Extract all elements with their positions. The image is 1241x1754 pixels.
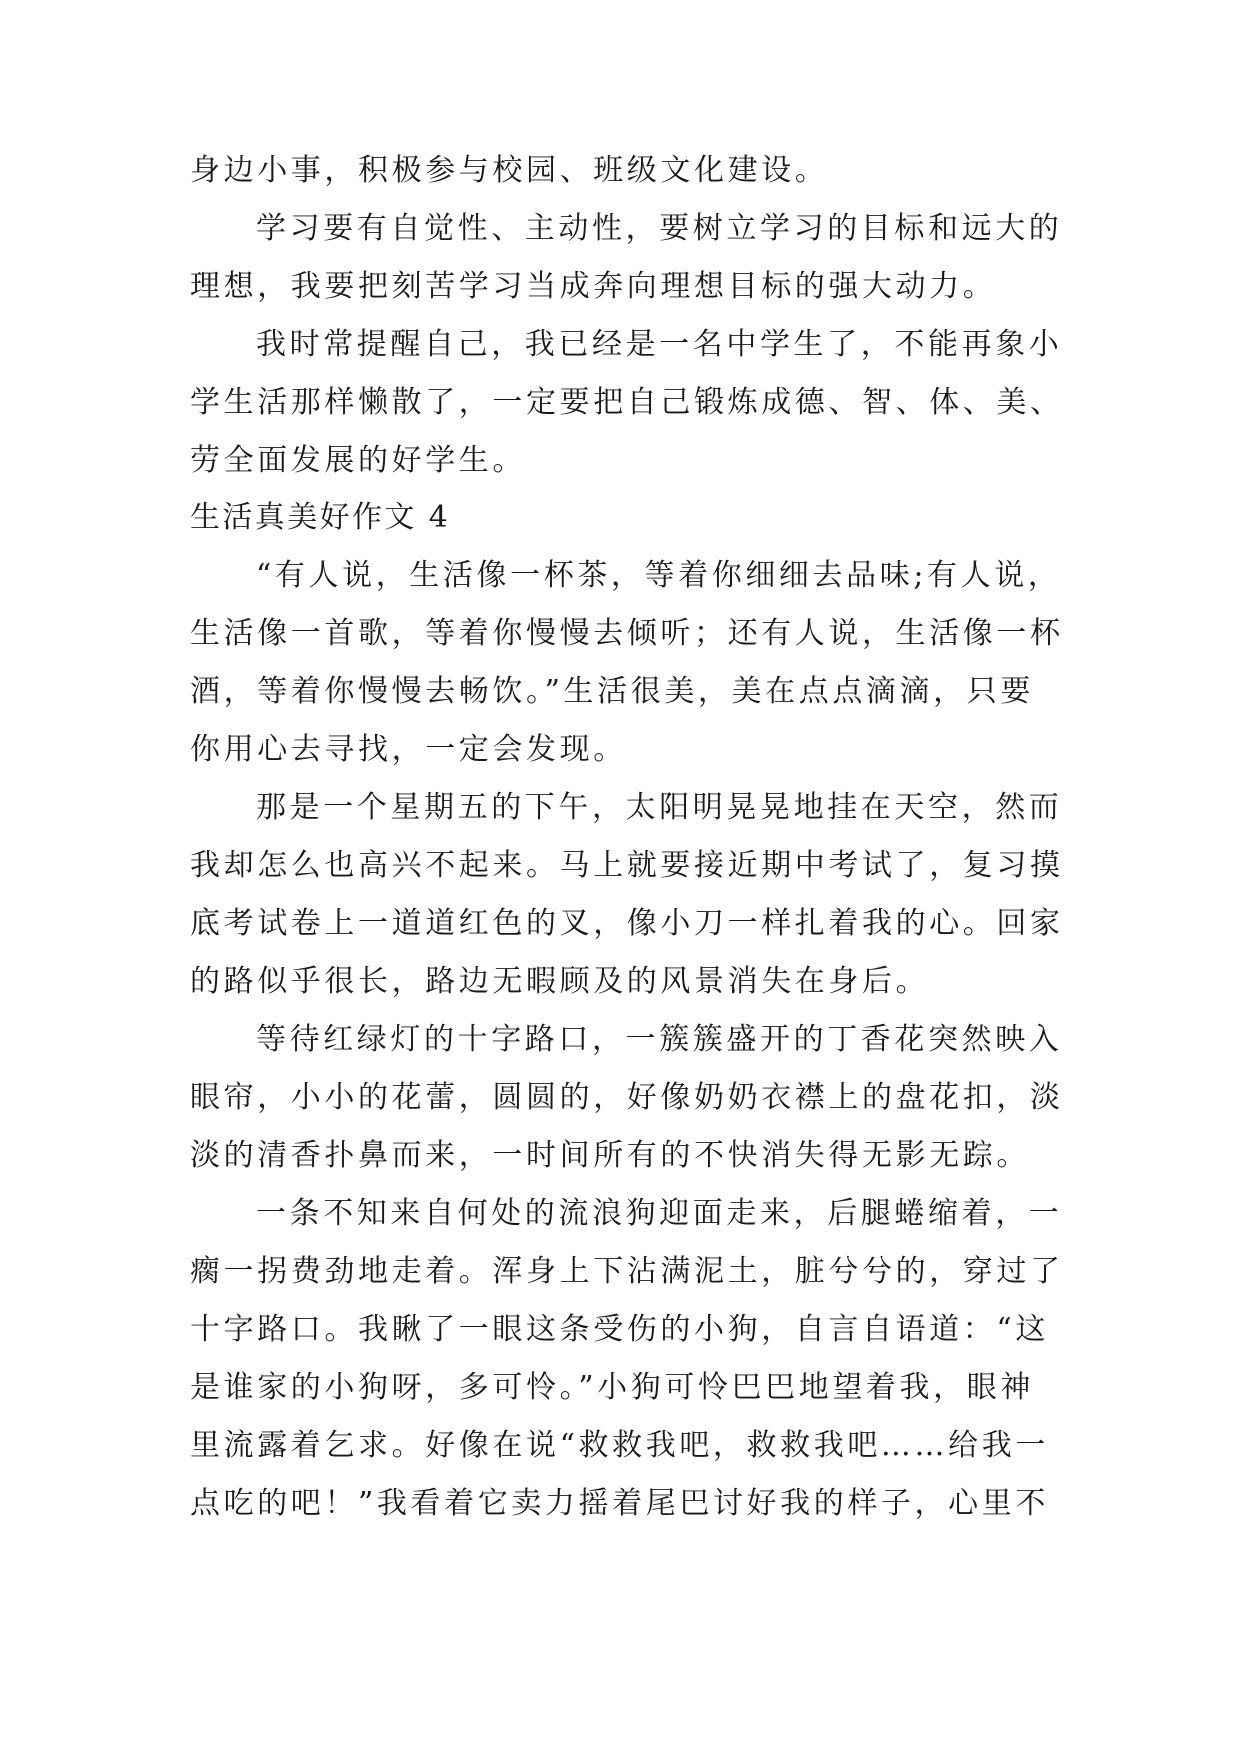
paragraph-line: 点吃的吧！”我看着它卖力摇着尾巴讨好我的样子，心里不: [190, 1486, 1049, 1521]
paragraph-line: 是谁家的小狗呀，多可怜。”小狗可怜巴巴地望着我，眼神: [190, 1370, 1034, 1405]
section-title: 生活真美好作文 4: [190, 500, 451, 535]
paragraph-line: 我却怎么也高兴不起来。马上就要接近期中考试了，复习摸: [190, 848, 1064, 883]
paragraph-line: 瘸一拐费劲地走着。浑身上下沾满泥土，脏兮兮的，穿过了: [190, 1254, 1064, 1289]
paragraph-line: 眼帘，小小的花蕾，圆圆的，好像奶奶衣襟上的盘花扣，淡: [190, 1080, 1064, 1115]
paragraph-line: 里流露着乞求。好像在说“救救我吧，救救我吧……给我一: [190, 1428, 1049, 1463]
paragraph-line: 你用心去寻找，一定会发现。: [190, 732, 627, 767]
paragraph-line: 劳全面发展的好学生。: [190, 443, 526, 478]
paragraph-line: 那是一个星期五的下午，太阳明晃晃地挂在天空，然而: [256, 790, 1063, 825]
paragraph-line: 理想，我要把刻苦学习当成奔向理想目标的强大动力。: [190, 269, 997, 304]
paragraph-line: 学生活那样懒散了，一定要把自己锻炼成德、智、体、美、: [190, 385, 1064, 420]
paragraph-line: 等待红绿灯的十字路口，一簇簇盛开的丁香花突然映入: [256, 1022, 1063, 1057]
paragraph-line: 的路似乎很长，路边无暇顾及的风景消失在身后。: [190, 964, 930, 999]
paragraph-line: 一条不知来自何处的流浪狗迎面走来，后腿蜷缩着，一: [256, 1196, 1063, 1231]
paragraph-line: “有人说，生活像一杯茶，等着你细细去品味;有人说，: [256, 558, 1062, 593]
paragraph-line: 身边小事，积极参与校园、班级文化建设。: [190, 153, 829, 188]
paragraph-line: 十字路口。我瞅了一眼这条受伤的小狗，自言自语道：“这: [190, 1312, 1049, 1347]
paragraph-line: 淡的清香扑鼻而来，一时间所有的不快消失得无影无踪。: [190, 1138, 1030, 1173]
paragraph-line: 酒，等着你慢慢去畅饮。”生活很美，美在点点滴滴，只要: [190, 674, 1034, 709]
paragraph-line: 底考试卷上一道道红色的叉，像小刀一样扎着我的心。回家: [190, 906, 1064, 941]
paragraph-line: 我时常提醒自己，我已经是一名中学生了，不能再象小: [256, 327, 1063, 362]
paragraph-line: 学习要有自觉性、主动性，要树立学习的目标和远大的: [256, 211, 1063, 246]
paragraph-line: 生活像一首歌，等着你慢慢去倾听；还有人说，生活像一杯: [190, 616, 1064, 651]
